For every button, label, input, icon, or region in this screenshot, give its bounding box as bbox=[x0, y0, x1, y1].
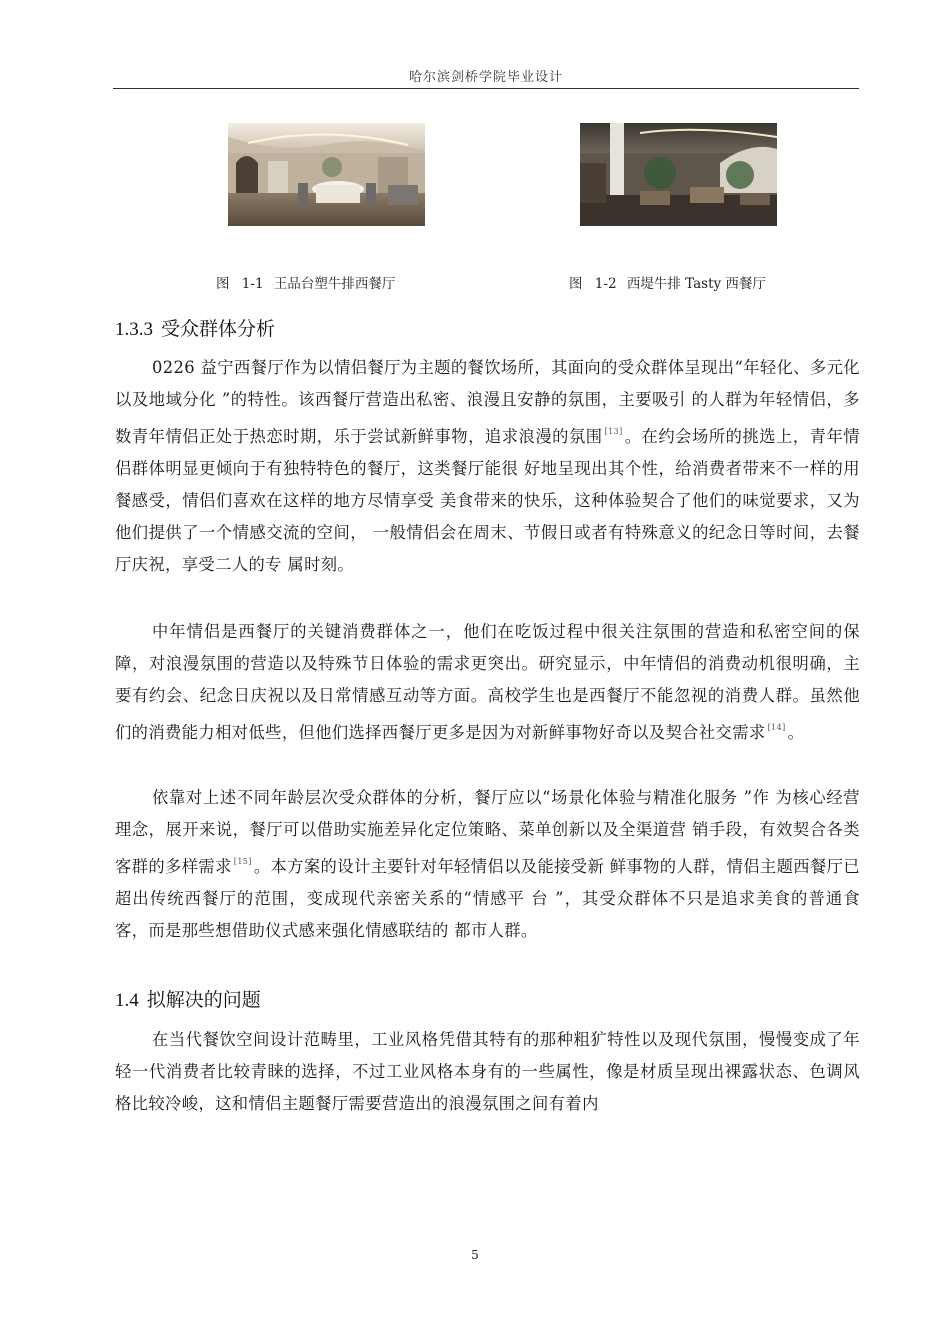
section-title: 受众群体分析 bbox=[161, 318, 276, 340]
citation-13: [13] bbox=[604, 427, 623, 436]
page-number: 5 bbox=[471, 1248, 479, 1262]
page-header: 哈尔滨剑桥学院毕业设计 bbox=[408, 70, 563, 85]
paragraph-1-text-a: 0226 益宁西餐厅作为以情侣餐厅为主题的餐饮场所，其面向的受众群体呈现出“年轻化、多元化以及地域分化 ”的特性。该西餐厅营造出私密、浪漫且安静的氛围，主要吸引 的人群为年轻情侣，多数青年情侣正处于热恋时期，乐于尝试新鲜事物，追求浪漫的氛围 bbox=[115, 358, 860, 446]
paragraph-1 bbox=[115, 352, 860, 581]
figure-1-2-prefix: 图 bbox=[569, 276, 583, 292]
figure-1-1-title: 王品台塑牛排西餐厅 bbox=[273, 276, 396, 292]
section-heading-1-3-3 bbox=[115, 314, 275, 341]
paragraph-3 bbox=[115, 782, 860, 947]
figure-1-1-number: 1-1 bbox=[241, 276, 264, 292]
header-divider bbox=[113, 88, 859, 89]
paragraph-2 bbox=[115, 616, 860, 749]
figure-1-2-title: 西堤牛排 Tasty 西餐厅 bbox=[626, 276, 766, 292]
paragraph-2-text-b: 。 bbox=[787, 723, 805, 742]
restaurant-photo-1 bbox=[228, 123, 425, 226]
paragraph-3-text-a: 依靠对上述不同年龄层次受众群体的分析，餐厅应以“场景化体验与精准化服务 ”作 为核心经营理念，展开来说，餐厅可以借助实施差异化定位策略、菜单创新以及全渠道营 销手段，有效契合各类客群的多样需求 bbox=[115, 788, 860, 876]
paragraph-3-text-b: 。本方案的设计主要针对年轻情侣以及能接受新 鲜事物的人群，情侣主题西餐厅已超出传统西餐厅的范围，变成现代亲密关系的“情感平 台 ”，其受众群体不只是追求美食的普通食客，而是那些想借助仪式感来强化情感联结的 都市人群。 bbox=[115, 857, 860, 940]
figure-1-2-caption bbox=[569, 272, 766, 292]
section-heading-1-4 bbox=[115, 985, 261, 1012]
paragraph-2-text-a: 中年情侣是西餐厅的关键消费群体之一，他们在吃饭过程中很关注氛围的营造和私密空间的保障，对浪漫氛围的营造以及特殊节日体验的需求更突出。研究显示，中年情侣的消费动机很明确，主要有约会、纪念日庆祝以及日常情感互动等方面。高校学生也是西餐厅不能忽视的消费人群。虽然他们的消费能力相对低些，但他们选择西餐厅更多是因为对新鲜事物好奇以及契合社交需求 bbox=[115, 622, 860, 742]
section-title: 拟解决的问题 bbox=[146, 989, 261, 1011]
paragraph-1-text-b: 。在约会场所的挑选上，青年情侣群体明显更倾向于有独特特色的餐厅，这类餐厅能很 好地呈现出其个性，给消费者带来不一样的用餐感受，情侣们喜欢在这样的地方尽情享受 美食带来的快乐，这种体验契合了他们的味觉要求，又为他们提供了一个情感交流的空间， 一般情侣会在周末、节假日或者有特殊意义的纪念日等时间，去餐厅庆祝，享受二人的专 属时刻。 bbox=[115, 427, 860, 574]
section-number: 1.4 bbox=[115, 990, 139, 1011]
citation-15: [15] bbox=[233, 857, 252, 866]
figure-1-2-number: 1-2 bbox=[594, 276, 617, 292]
restaurant-photo-2 bbox=[578, 123, 779, 226]
figure-1-2 bbox=[578, 123, 779, 226]
figure-1-1-prefix: 图 bbox=[216, 276, 230, 292]
figure-1-1 bbox=[228, 123, 425, 226]
figure-1-1-caption bbox=[216, 272, 395, 292]
paragraph-4: 在当代餐饮空间设计范畴里，工业风格凭借其特有的那种粗犷特性以及现代氛围，慢慢变成了年轻一代消费者比较青睐的选择，不过工业风格本身有的一些属性，像是材质呈现出裸露状态、色调风格比较冷峻，这和情侣主题餐厅需要营造出的浪漫氛围之间有着内 bbox=[115, 1030, 860, 1113]
citation-14: [14] bbox=[767, 723, 786, 732]
section-number: 1.3.3 bbox=[115, 319, 153, 340]
